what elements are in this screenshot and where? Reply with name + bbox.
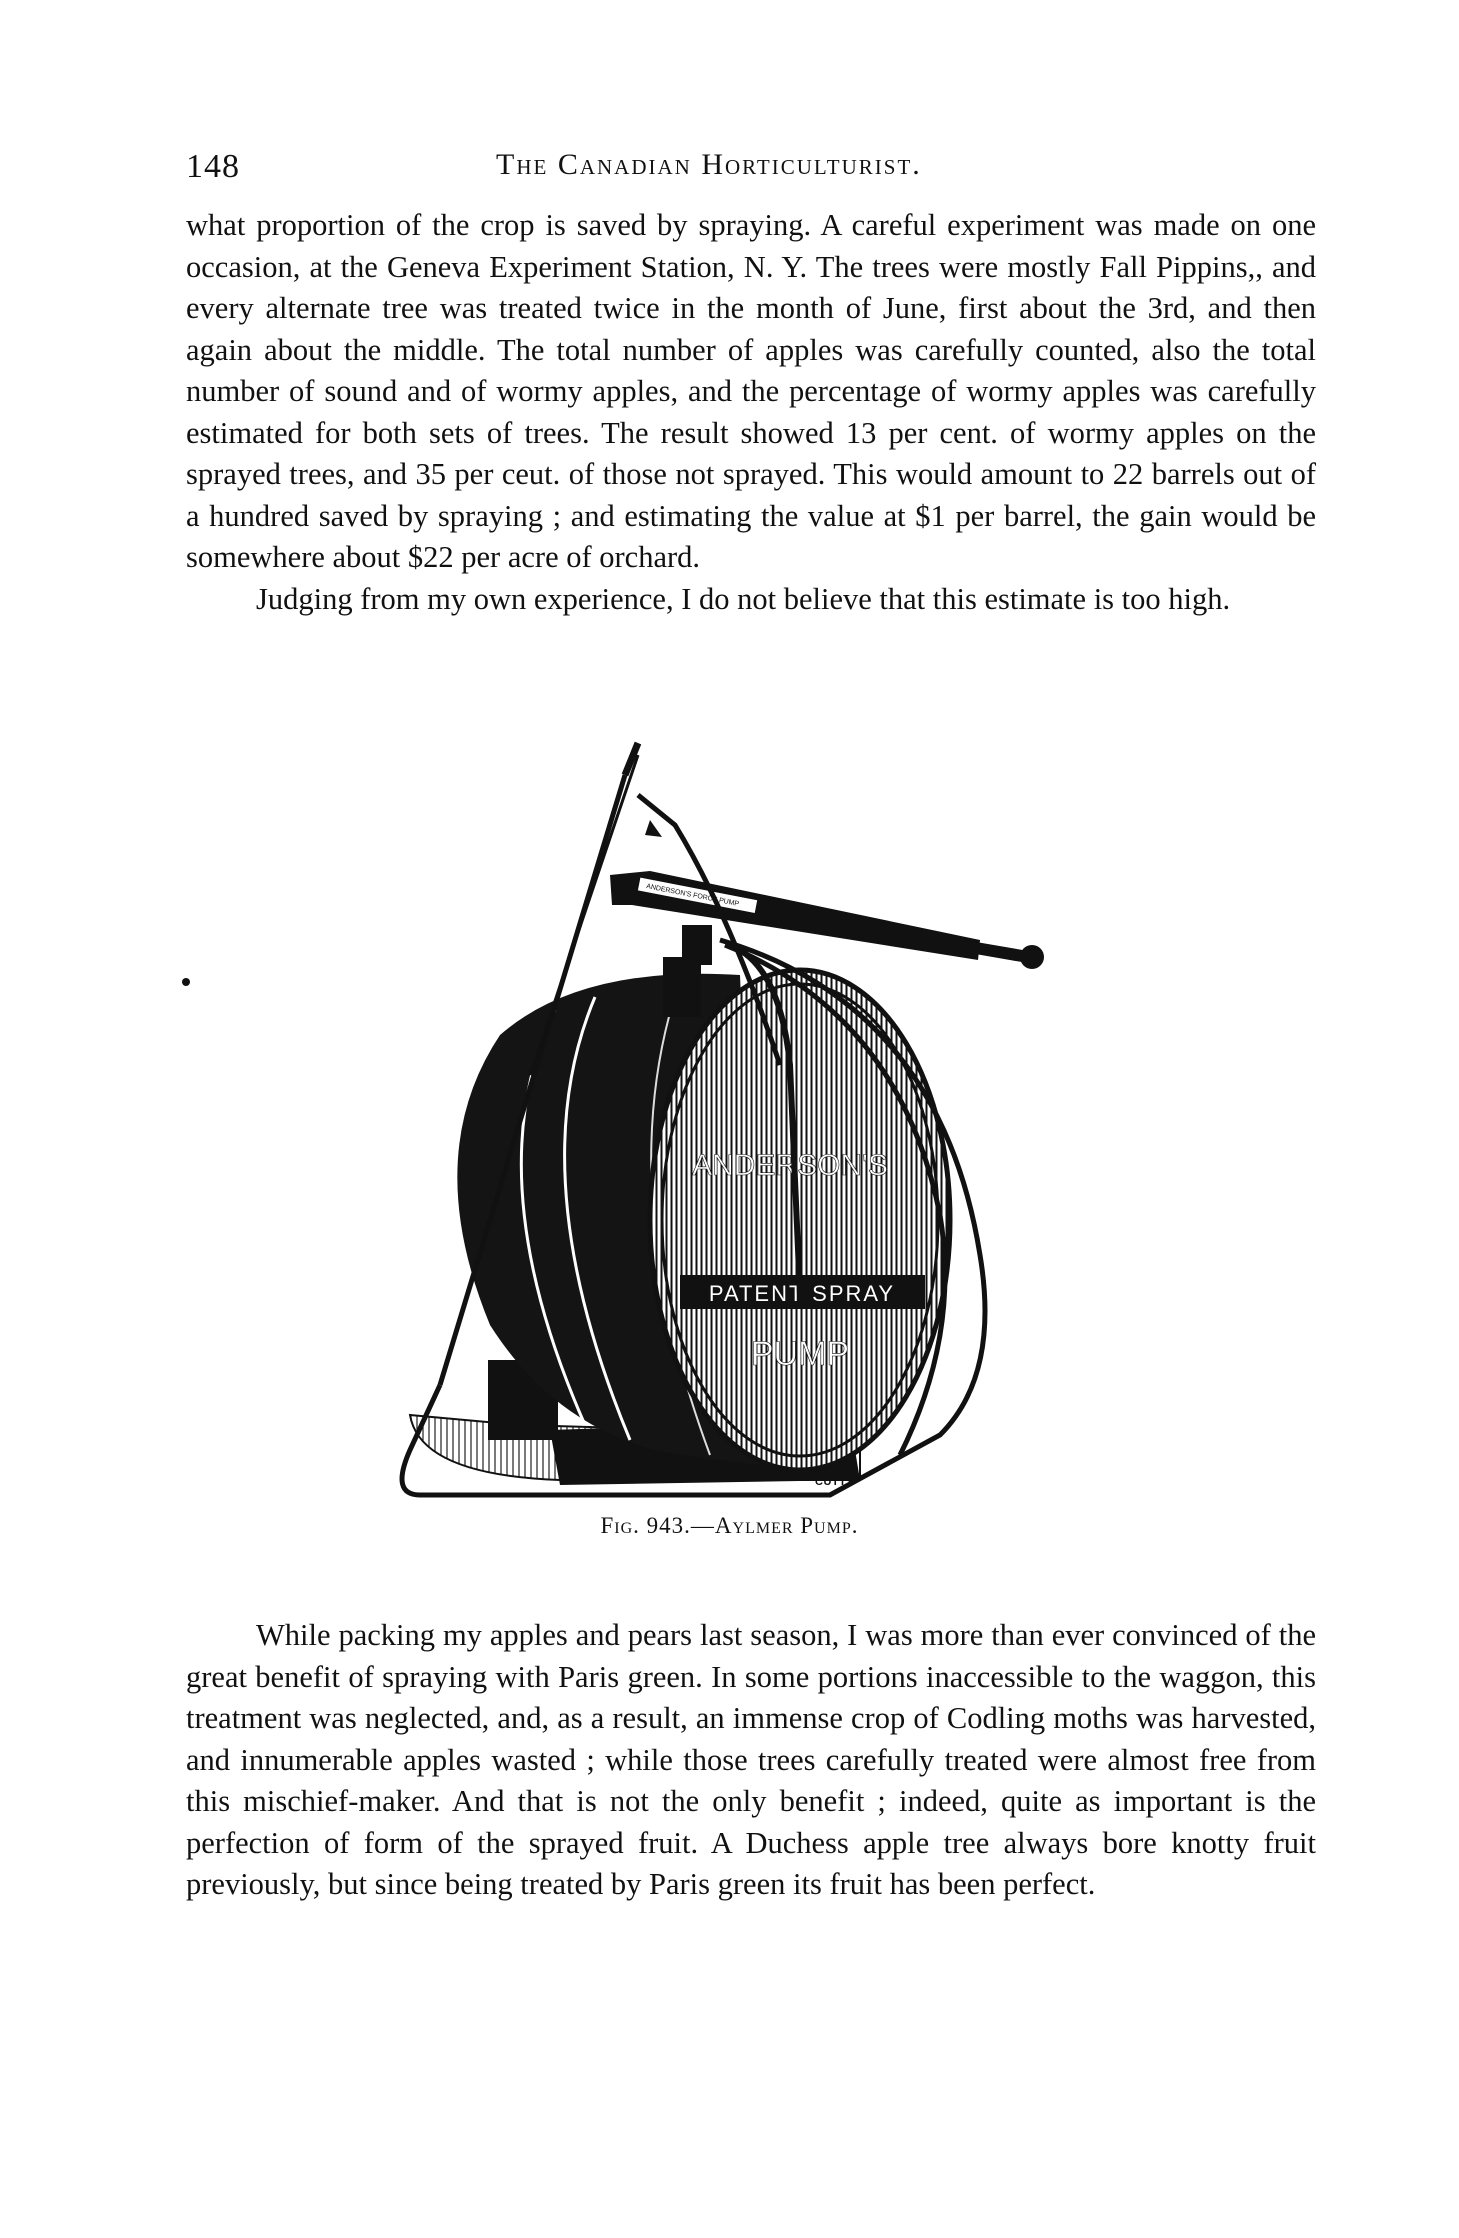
paragraph-continuation: what proportion of the crop is saved by spraying. A careful experiment was made on one occasion, at the Geneva Experiment Station, N. Y. The trees were mostly Fall Pippins,, and every alternate tree was treated twice in the month of June, first about the 3rd, and then again about the middle. The total number of apples was carefully counted, also the total number of sound and of wormy apples, and the percentage of wormy apples was carefully estimated for both sets of trees. The result showed 13 per cent. of wormy apples on the sprayed trees, and 35 per ceut. of those not sprayed. This would amount to 22 barrels out of a hundred saved by spraying ; and estimating the value at $1 per barrel, the gain would be somewhere about $22 per acre of orchard. [186,208,1316,574]
barrel-lettering-bottom: PUMP [750,1335,850,1373]
pump-valve [682,925,712,965]
paragraph-packing: While packing my apples and pears last season, I was more than ever convinced of the great benefit of spraying with Paris green. In some portions inaccessible to the waggon, this treatment was neglected, and, as a result, an immense crop of Codling moths was harvested, and innumerable apples wasted ; while those trees carefully treated were almost free from this mischief-maker. And that is not the only benefit ; indeed, quite as important is the perfection of form of the sprayed fruit. A Duchess apple tree always bore knotty fruit previously, but since being treated by Paris green its fruit has been perfect. [186,1618,1316,1901]
handle-knob [1020,945,1044,969]
figure-caption: Fig. 943.—Aylmer Pump. [600,1513,859,1538]
print-speck [182,978,190,986]
paragraph-judging: Judging from my own experience, I do not believe that this estimate is too high. [256,581,1231,616]
pump-illustration [380,735,1140,1515]
barrel-lettering-top: ANDERSON'S [692,1149,888,1182]
figure-aylmer-pump [380,735,1140,1515]
text-block-top [186,205,1316,620]
handle-grip [970,947,1028,957]
barrel-head [650,970,950,1470]
running-head [186,140,1316,186]
spray-nozzle-right [645,820,662,837]
pump-handle-lettering: ANDERSON'S FORCE PUMP [645,883,740,908]
barrel-lettering-band: PATENT SPRAY [708,1281,896,1306]
page-number: 148 [186,148,240,185]
journal-title: The Canadian Horticulturist. [496,148,922,181]
engraver-mark: CUTTS [815,1476,855,1488]
pump-cylinder [663,957,701,1017]
text-block-bottom [186,1615,1316,1906]
